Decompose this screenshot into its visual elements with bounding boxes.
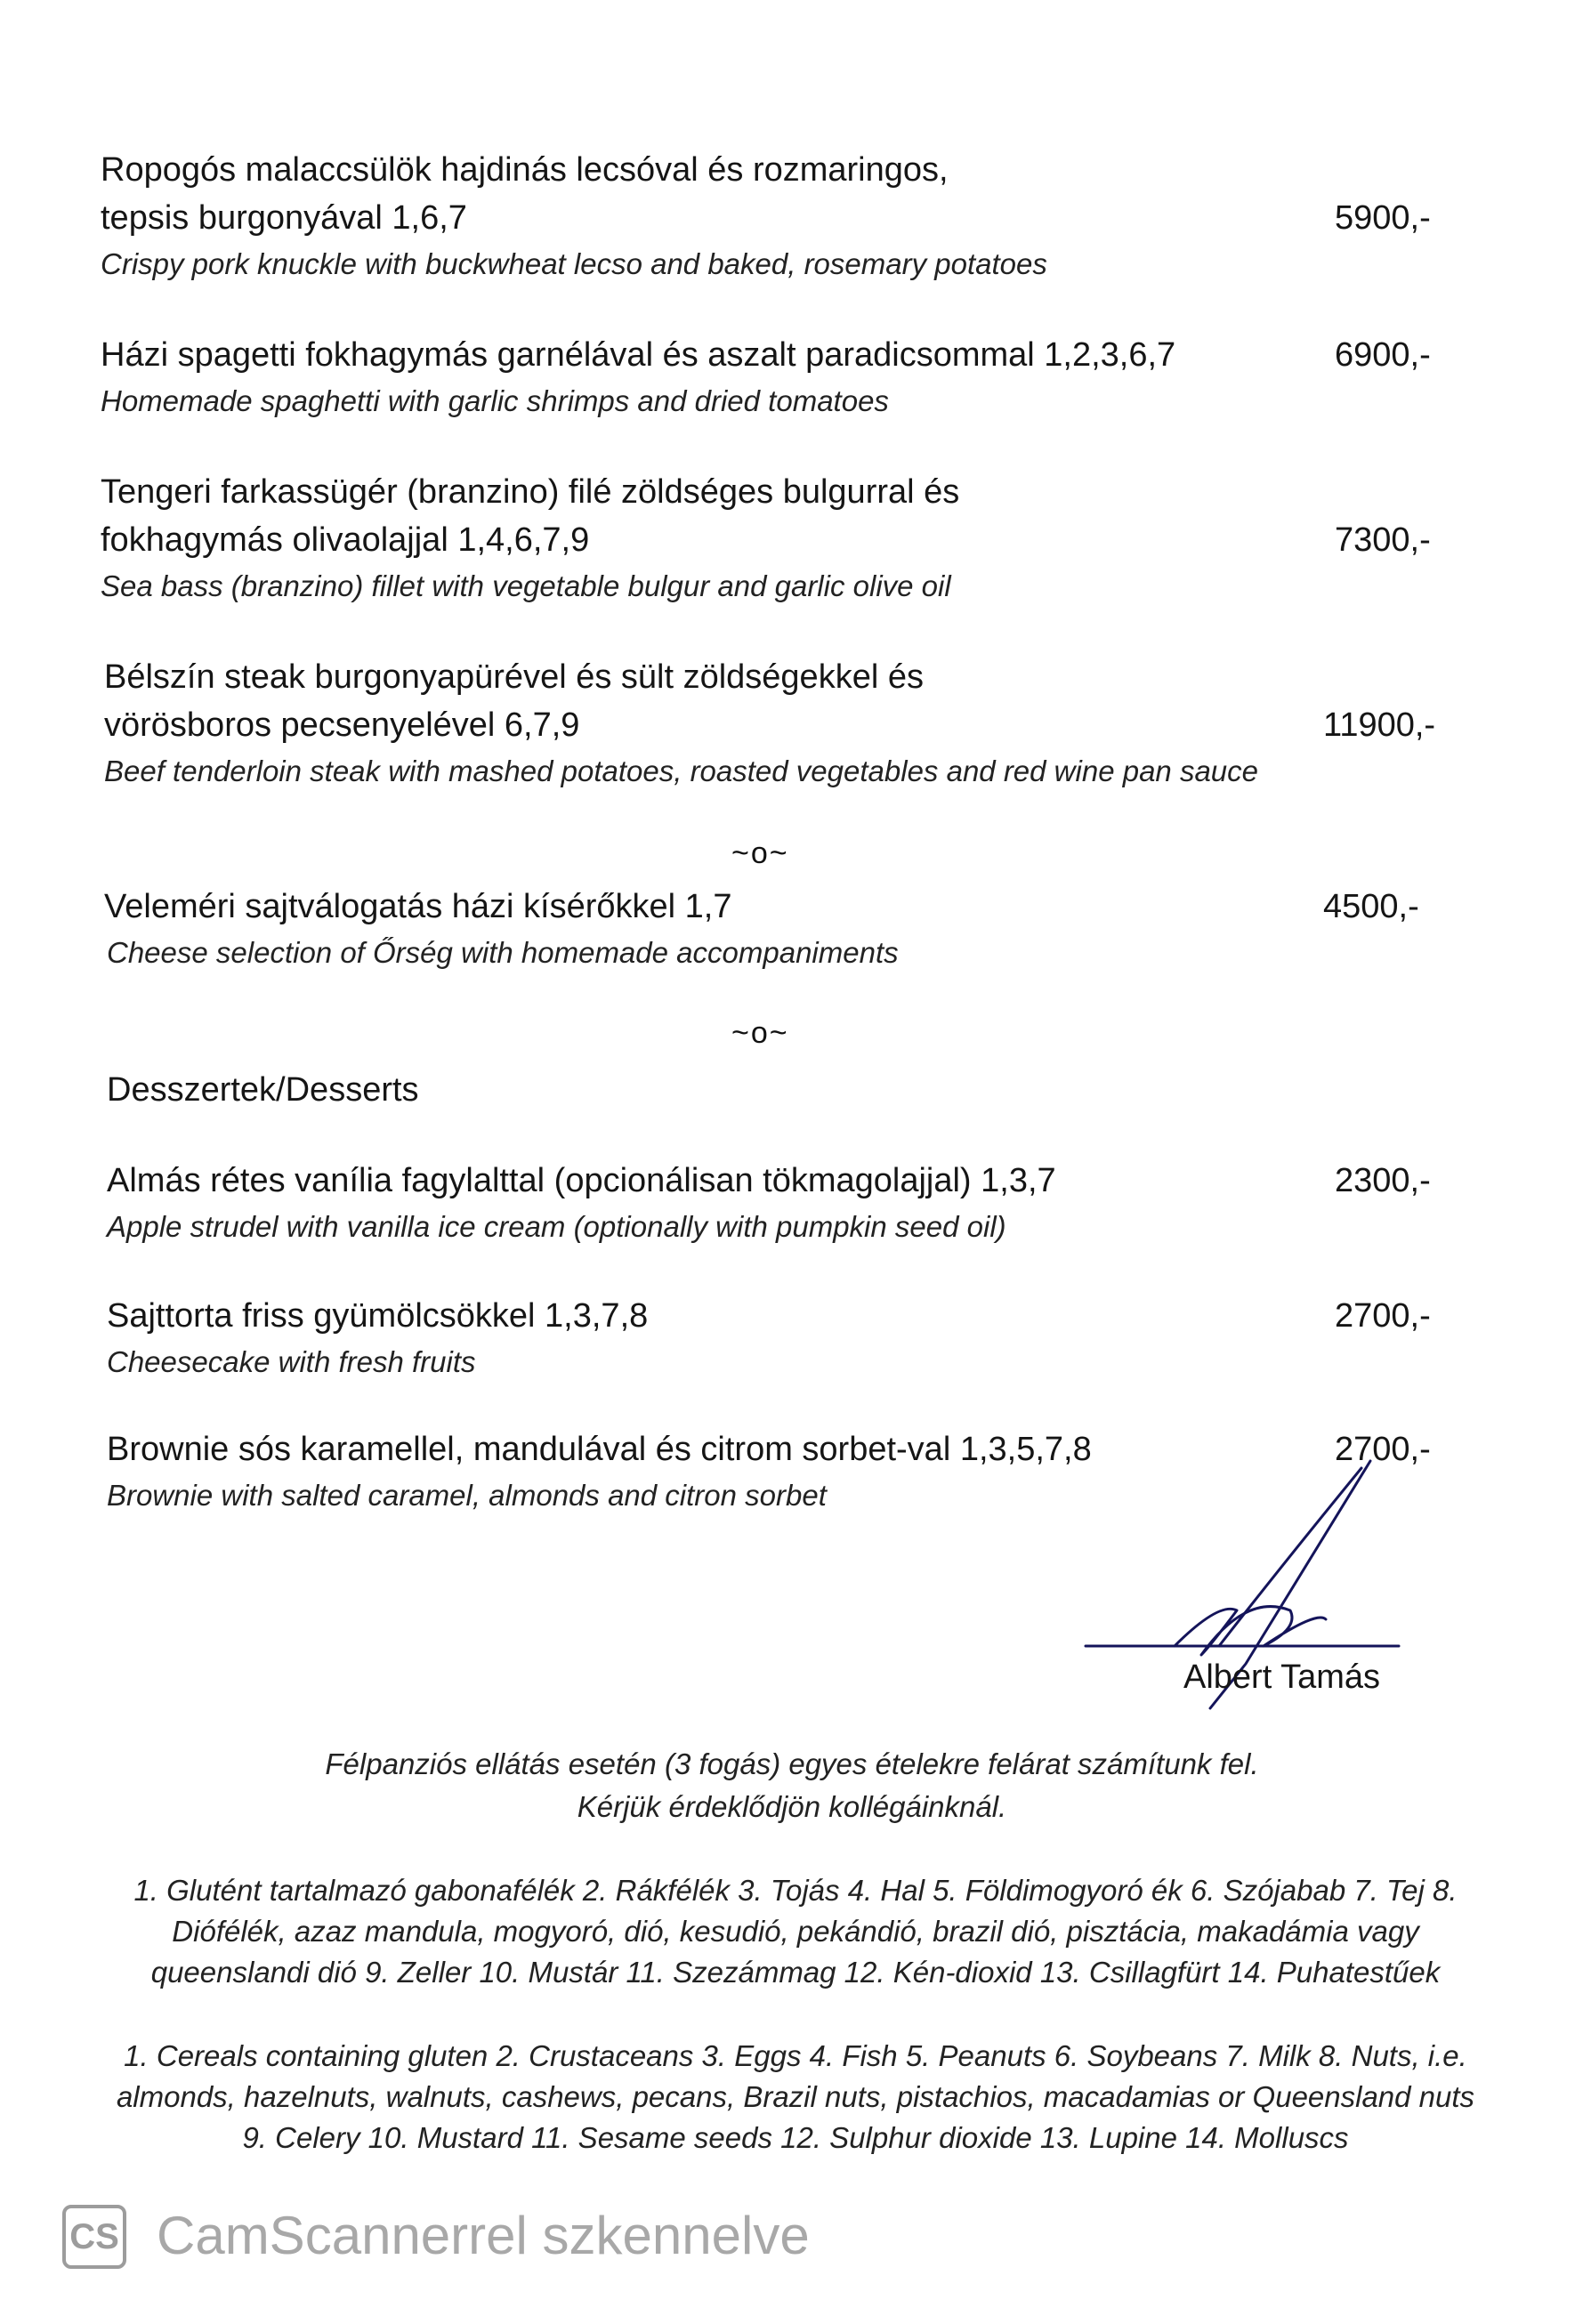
menu-item-2-english: Homemade spaghetti with garlic shrimps and dried tomatoes <box>101 384 889 417</box>
menu-item-3-name-line1: Tengeri farkassügér (branzino) filé zöldséges bulgurral és <box>101 473 960 511</box>
dessert-item-3-name: Brownie sós karamellel, mandulával és citrom sorbet-val 1,3,5,7,8 <box>107 1431 1092 1468</box>
menu-item-3-name-line2: fokhagymás olivaolajjal 1,4,6,7,9 <box>101 521 590 559</box>
allergen-list-english: 1. Cereals containing gluten 2. Crustaceans 3. Eggs 4. Fish 5. Peanuts 6. Soybeans 7. Milk 8. Nuts, i.e. almonds, hazelnuts, walnuts, cashews, pecans, Brazil nuts, pistachios, macadamias or Queensland nuts 9. Celery 10. Mustard 11. Sesame seeds 12. Sulphur dioxide 13. Lupine 14. Molluscs <box>116 2039 1475 2154</box>
dessert-item-2-price: 2700,- <box>1335 1297 1431 1335</box>
menu-item-4-name-line1: Bélszín steak burgonyapürével és sült zöldségekkel és <box>104 658 924 696</box>
dessert-item-3-english: Brownie with salted caramel, almonds and citron sorbet <box>107 1479 827 1512</box>
cheese-item-name: Veleméri sajtválogatás házi kísérőkkel 1,7 <box>104 888 732 925</box>
half-board-note-line2: Kérjük érdeklődjön kollégáinknál. <box>577 1790 1007 1823</box>
menu-item-1-name-line2: tepsis burgonyával 1,6,7 <box>101 199 467 237</box>
desserts-heading: Desszertek/Desserts <box>107 1071 419 1109</box>
scanner-watermark-text: CamScannerrel szkennelve <box>157 2206 810 2265</box>
cheese-item-price: 4500,- <box>1323 888 1419 925</box>
half-board-note-line1: Félpanziós ellátás esetén (3 fogás) egyes ételekre felárat számítunk fel. <box>325 1747 1259 1780</box>
cheese-item-english: Cheese selection of Őrség with homemade accompaniments <box>107 936 899 969</box>
menu-item-1-name-line1: Ropogós malaccsülök hajdinás lecsóval és rozmaringos, <box>101 151 949 189</box>
menu-item-4-price: 11900,- <box>1323 706 1436 744</box>
menu-item-4-name-line2: vörösboros pecsenyelével 6,7,9 <box>104 706 580 744</box>
dessert-item-1-price: 2300,- <box>1335 1162 1431 1199</box>
allergen-list-hungarian: 1. Glutént tartalmazó gabonafélék 2. Rákfélék 3. Tojás 4. Hal 5. Földimogyoró ék 6. Szójabab 7. Tej 8. Diófélék, azaz mandula, mogyoró, dió, kesudió, pekándió, brazil dió, pisztácia, makadámia vagy queenslandi dió 9. Zeller 10. Mustár 11. Szezámmag 12. Kén-dioxid 13. Csillagfürt 14. Puhatestűek <box>133 1874 1458 1989</box>
separator-ornament: ~o~ <box>731 836 789 870</box>
menu-item-3-english: Sea bass (branzino) fillet with vegetable bulgur and garlic olive oil <box>101 569 951 602</box>
dessert-item-2-english: Cheesecake with fresh fruits <box>107 1345 476 1378</box>
dessert-item-2-name: Sajttorta friss gyümölcsökkel 1,3,7,8 <box>107 1297 649 1335</box>
menu-item-4-english: Beef tenderloin steak with mashed potatoes, roasted vegetables and red wine pan sauce <box>104 754 1259 787</box>
menu-item-3-price: 7300,- <box>1335 521 1431 559</box>
dessert-item-1-name: Almás rétes vanília fagylalttal (opcionálisan tökmagolajjal) 1,3,7 <box>107 1162 1056 1199</box>
dessert-item-3-price: 2700,- <box>1335 1431 1431 1468</box>
camscanner-logo-icon: CS <box>62 2205 126 2269</box>
menu-item-2-name: Házi spagetti fokhagymás garnélával és aszalt paradicsommal 1,2,3,6,7 <box>101 336 1176 374</box>
menu-item-1-price: 5900,- <box>1335 199 1431 237</box>
separator-ornament: ~o~ <box>731 1016 789 1050</box>
dessert-item-1-english: Apple strudel with vanilla ice cream (optionally with pumpkin seed oil) <box>107 1210 1006 1243</box>
menu-item-1-english: Crispy pork knuckle with buckwheat lecso and baked, rosemary potatoes <box>101 247 1047 280</box>
menu-item-2-price: 6900,- <box>1335 336 1431 374</box>
signature-name: Albert Tamás <box>1183 1658 1381 1696</box>
